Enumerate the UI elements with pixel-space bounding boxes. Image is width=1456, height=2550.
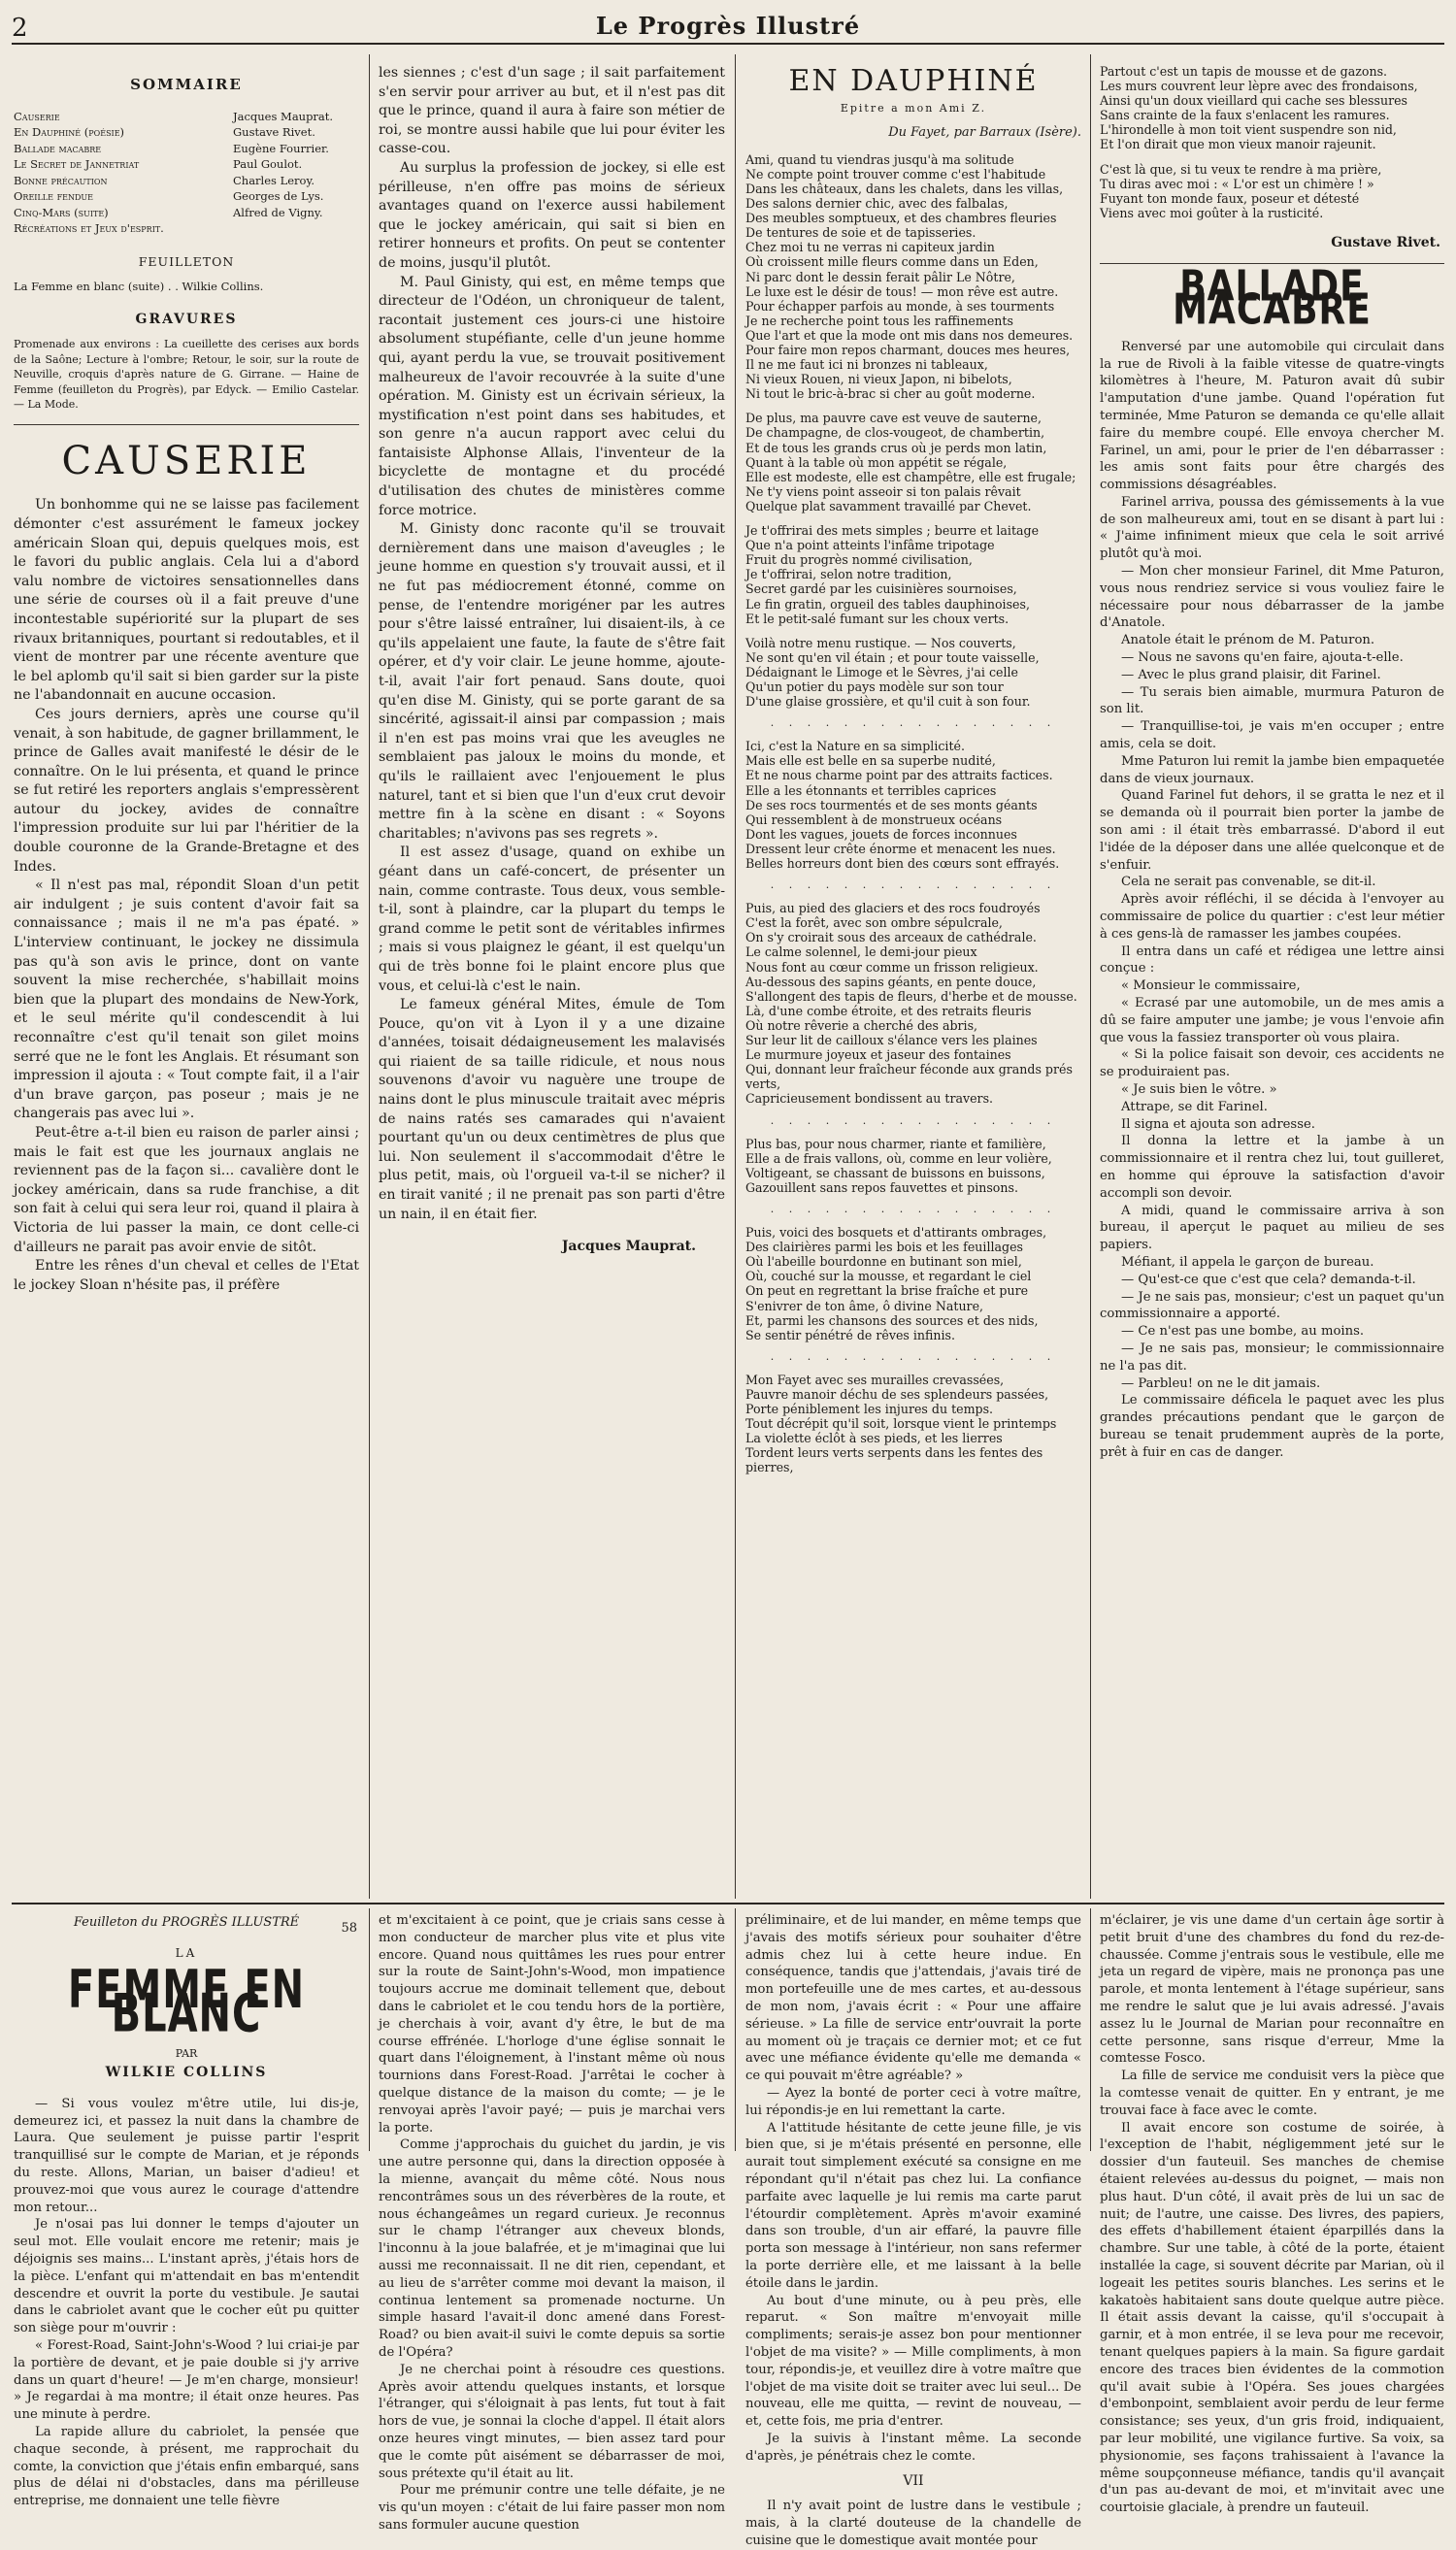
poem-stanza [1100, 64, 1444, 152]
stanza-separator: · · · · · · · · · · · · · · · · [770, 1116, 1057, 1130]
poem-line: Et de tous les grands crus où je perds mon latin, [745, 440, 1047, 455]
toc-item: Le Secret de Jannetriat Paul Goulot. [14, 157, 303, 172]
poem-line: Mon Fayet avec ses murailles crevassées, [745, 1372, 1005, 1387]
poem-line: Viens avec moi goûter à la rusticité. [1100, 205, 1324, 220]
feuilleton-par: PAR [175, 2047, 198, 2061]
poem-line: Il ne me faut ici ni bronzes ni tableaux, [745, 357, 988, 373]
poem-stanza [745, 411, 1081, 513]
poem-line: Où notre rêverie a cherché des abris, [745, 1017, 978, 1033]
toc-item: Causerie Jacques Mauprat. [14, 109, 334, 123]
paragraph: « Ecrasé par une automobile, un de mes amis a dû se faire amputer une jambe; je vous l'envoie afin que vous la fassiez transporter où vous plaira. [1100, 996, 1444, 1045]
paragraph: Farinel arriva, poussa des gémissements à la vue de son malheureux ami, tout en se disant à part lui : « J'aime infiniment mieux que cela le soit arrivé plutôt qu'à moi. [1100, 494, 1444, 562]
column-rule [735, 1908, 736, 2151]
paragraph: Peut-être a-t-il bien eu raison de parler ainsi ; mais le fait est que les journaux anglais ne reviennent pas de la façon si... cavalière dont le jockey américain, dans sa rude franchise, a dit son fait à celui qui sera leur roi, quand il plaira à Victoria de lui passer la main, ce dont celle-ci d'ailleurs ne parait pas avoir envie de sitôt. [14, 1124, 359, 1255]
poem-line: Sans crainte de la faux s'enlacent les ramures. [1100, 108, 1390, 123]
poem-line: Au-dessous des sapins géants, en pente douce, [745, 974, 1037, 989]
paragraph: Un bonhomme qui ne se laisse pas facilement démonter c'est assurément le fameux jockey américain Sloan qui, depuis quelques mois, est le favori du public anglais. Cela lui a d'abord valu nombre de victoires sensationnelles dans une série de courses où il a fait preuve d'une incontestable supériorité sur la plupart de ses rivaux britanniques, pourtant si redoutables, et il vient de montrer par une récente aventure que le bel aplomb qu'il sait si bien garder sur la piste ne l'abandonnait en aucune occasion. [14, 497, 359, 704]
poem-line: Fruit du progrès nommé civilisation, [745, 552, 973, 568]
poem-line: S'allongent des tapis de fleurs, d'herbe et de mousse. [745, 988, 1077, 1004]
poem-line: Voilà notre menu rustique. — Nos couverts, [745, 635, 1016, 650]
poem-line: Tu diras avec moi : « L'or est un chimère ! » [1100, 176, 1374, 191]
poem-dedication: Epitre a mon Ami Z. [840, 101, 987, 115]
poem-line: Capricieusement bondissent au travers. [745, 1091, 994, 1107]
poem-line: Le luxe est le désir de tous! — mon rêve est autre. [745, 283, 1059, 299]
poem-stanza [1100, 162, 1444, 220]
feuilleton-column-2 [379, 1912, 725, 2533]
poem-line: Ni parc dont le dessin ferait pâlir Le Nôtre, [745, 269, 1015, 284]
column-2 [379, 64, 725, 1899]
poem-line: Je t'offrirai, selon notre tradition, [745, 567, 952, 582]
paragraph: Au bout d'une minute, ou à peu près, elle reparut. « Son maître m'envoyait mille compliments; serais-je assez bon pour mentionner l'objet de ma visite? » — Mille compliments, à mon tour, répondis-je, et veuillez dire à votre maître que l'objet de ma visite doit se traiter avec lui seul... De nouveau, elle me quitta, — revint de nouveau, — et, cette fois, me pria d'entrer. [745, 2293, 1081, 2430]
poem-line: Où croissent mille fleurs comme dans un Eden, [745, 254, 1039, 270]
chapter-number: VII [903, 2472, 924, 2489]
toc-item: Ballade macabre Eugène Fourrier. [14, 141, 329, 155]
feuilleton-rule [12, 1903, 1444, 1904]
feuilleton-author: WILKIE COLLINS [105, 2064, 268, 2080]
poem-stanza [745, 523, 1081, 626]
column-rule [369, 1908, 370, 2151]
masthead: Le Progrès Illustré [595, 12, 861, 40]
poem-line: Et, parmi les chansons des sources et des nids, [745, 1312, 1039, 1328]
feuilleton-title: FEMME EN BLANC [67, 1960, 306, 2044]
poem-line: S'enivrer de ton âme, ô divine Nature, [745, 1298, 984, 1313]
poem-line: Sur leur lit de cailloux s'élance vers les plaines [745, 1033, 1038, 1048]
page-header [12, 10, 1444, 45]
poem-line: Ami, quand tu viendras jusqu'à ma solitude [745, 151, 1014, 167]
gravures-heading: GRAVURES [135, 311, 238, 327]
poem-line: Des meubles somptueux, et des chambres fleuries [745, 211, 1057, 226]
paragraph: A l'attitude hésitante de cette jeune fille, je vis bien que, si je m'étais présenté en personne, elle aurait tout simplement exécuté sa consigne en me répondant qu'il n'était pas chez lui. La confiance parfaite avec laquelle je lui remis ma carte parut l'étourdir complètement. Après m'avoir examiné dans son trouble, d'un air effaré, la pauvre fille porta son message à l'intérieur, non sans refermer la porte derrière elle, et me laissant à la belle étoile dans le jardin. [745, 2120, 1081, 2291]
paragraph: Il entra dans un café et rédigea une lettre ainsi conçue : [1100, 944, 1444, 977]
poem-line: Et l'on dirait que mon vieux manoir rajeunit. [1100, 137, 1376, 152]
paragraph: Comme j'approchais du guichet du jardin, je vis une autre personne qui, dans la direction opposée à la mienne, avançait du même côté. Nous nous rencontrâmes sous un des réverbères de la route, et nous échangeâmes un regard curieux. Je reconnus sur le champ l'étranger aux cheveux blonds, l'inconnu à la joue balafrée, et je m'imaginai que lui aussi me reconnaissait. Il ne dit rien, cependant, et au lieu de s'arrêter comme moi devant la maison, il continua lentement sa promenade nocturne. Un simple hasard l'avait-il donc amené dans Forest-Road? ou bien avait-il suivi le comte depuis sa sortie de l'Opéra? [379, 2137, 725, 2360]
paragraph: — Je ne sais pas, monsieur; le commissionnaire ne l'a pas dit. [1100, 1341, 1444, 1374]
toc-item: Oreille fendue Georges de Lys. [14, 189, 324, 204]
page-number: 2 [12, 14, 28, 43]
poem-line: Où, couché sur la mousse, et regardant le ciel [745, 1269, 1032, 1284]
feuilleton-column-3 [745, 1912, 1081, 2548]
paragraph: Entre les rênes d'un cheval et celles de l'Etat le jockey Sloan n'hésite pas, il préfère [14, 1258, 359, 1293]
poem-line: Ne compte point trouver comme c'est l'habitude [745, 166, 1046, 182]
poem-stanza [745, 1373, 1081, 1475]
poem-line: Je t'offrirai des mets simples ; beurre et laitage [745, 523, 1040, 539]
poem-place: Du Fayet, par Barraux (Isère). [888, 125, 1081, 141]
poem-line: Partout c'est un tapis de mousse et de gazons. [1100, 64, 1388, 79]
paragraph: Il donna la lettre et la jambe à un commissionnaire et il rentra chez lui, tout guilleret, en homme qui éprouve la satisfaction d'avoir accompli son devoir. [1100, 1134, 1444, 1201]
feuilleton-column-4 [1100, 1912, 1444, 2516]
paragraph: — Ayez la bonté de porter ceci à votre maître, lui répondis-je en lui remettant la carte. [745, 2085, 1081, 2118]
causerie-title: CAUSERIE [61, 438, 312, 483]
poem-line: Dressent leur crête énorme et menacent les nues. [745, 841, 1056, 856]
paragraph: M. Paul Ginisty, qui est, en même temps que directeur de l'Odéon, un chroniqueur de talent, racontait justement ces jours-ci une histoire absolument stupéfiante, celle d'un jeune homme qui, ayant perdu la vue, se trouvait positivement malheureux de l'avoir recouvrée à la suite d'une opération. M. Ginisty est un écrivain sérieux, la mystification n'est point dans ses habitudes, et son genre n'a aucun rapport avec celui du fantaisiste Alphonse Allais, l'inventeur de la bicyclette de montagne et du procédé d'utilisation des chutes de ministères comme force motrice. [379, 274, 725, 518]
poem-line: Je ne recherche point tous les raffinements [745, 313, 1013, 328]
paragraph: Attrape, se dit Farinel. [1121, 1099, 1268, 1114]
poem-line: On s'y croirait sous des arceaux de cathédrale. [745, 930, 1037, 945]
poem-line: Gazouillent sans repos fauvettes et pinsons. [745, 1179, 1018, 1195]
paragraph: « Il n'est pas mal, répondit Sloan d'un petit air indulgent ; je suis content d'avoir fait sa connaissance ; mais il ne m'a pas épaté. » L'interview continuant, le jockey ne dissimula pas qu'à son avis le prince, dont on vante souvent la mise recherchée, s'habillait moins bien que la plupart des mondains de New-York, et le seul mérite qu'il condescendit à lui reconnaître c'est qu'il tenait son gilet moins serré que ne le font les Anglais. Et résumant son impression il ajouta : « Tout compte fait, il a l'air d'un brave garçon, pas poseur ; mais je ne changerais pas avec lui ». [14, 878, 359, 1122]
paragraph: m'éclairer, je vis une dame d'un certain âge sortir à petit bruit d'une des chambres du fond du rez-de-chaussée. Comme j'entrais sous le vestibule, elle me jeta un regard de vipère, mais ne prononça pas une parole, et monta lentement à l'étage supérieur, sans me rendre le salut que je lui avais adressé. J'avais assez lu le Journal de Marian pour reconnaître en cette personne, sans risque d'erreur, Mme la comtesse Fosco. [1100, 1913, 1444, 2067]
stanza-separator: · · · · · · · · · · · · · · · · [770, 1352, 1057, 1366]
paragraph: Il signa et ajouta son adresse. [1121, 1116, 1315, 1132]
paragraph: Méfiant, il appela le garçon de bureau. [1121, 1254, 1374, 1270]
paragraph: Je ne cherchai point à résoudre ces questions. Après avoir attendu quelques instants, et lorsque l'étranger, qui s'éloignait à pas lents, fut tout à fait hors de vue, je sonnai la cloche d'appel. Il était alors onze heures vingt minutes, — bien assez tard pour que le comte pût aisément se débarrasser de moi, sous prétexte qu'il était au lit. [379, 2362, 725, 2481]
paragraph: Il n'y avait point de lustre dans le vestibule ; mais, à la clarté douteuse de la chandelle de cuisine que le domestique avait montée pour [745, 2499, 1081, 2548]
poem-line: Secret gardé par les cuisinières sournoises, [745, 581, 1017, 597]
stanza-separator: · · · · · · · · · · · · · · · · [770, 881, 1057, 895]
feuilleton-header [14, 1914, 359, 1936]
paragraph: — Nous ne savons qu'en faire, ajouta-t-elle. [1121, 650, 1404, 666]
poem-line: Et le petit-salé fumant sur les choux verts. [745, 611, 1009, 626]
paragraph: — Mon cher monsieur Farinel, dit Mme Paturon, vous nous rendriez service si vous vouliez faire le nécessaire pour nous débarrasser de la jambe d'Anatole. [1100, 564, 1444, 631]
poem-line: Les murs couvrent leur lèpre avec des frondaisons, [1100, 79, 1418, 94]
poem-stanza [745, 901, 1081, 1106]
paragraph: Le commissaire déficela le paquet avec les plus grandes précautions pendant que le garçon de bureau se tenait prudemment auprès de la porte, prêt à fuir en cas de danger. [1100, 1393, 1444, 1460]
poem-line: Plus bas, pour nous charmer, riante et familière, [745, 1136, 1046, 1151]
paragraph: — Si vous voulez m'être utile, lui dis-je, demeurez ici, et passez la nuit dans la chambre de Laura. Que seulement je puisse partir l'esprit tranquillisé sur le compte de Marian, et je réponds du reste. Allons, Marian, un baiser d'adieu! et prouvez-moi que vous aurez le courage d'attendre mon retour... [14, 2096, 359, 2215]
feuilleton-heading: FEUILLETON [138, 253, 235, 269]
paragraph: « Monsieur le commissaire, [1121, 978, 1301, 994]
paragraph: A midi, quand le commissaire arriva à son bureau, il aperçut le paquet au milieu de ses papiers. [1100, 1203, 1444, 1253]
poem-line: Tordent leurs verts serpents dans les fentes des pierres, [745, 1445, 1043, 1475]
poem-line: Quant à la table où mon appétit se régale, [745, 454, 1008, 470]
poem-body-continued [1100, 64, 1444, 220]
poem-line: Chez moi tu ne verras ni capiteux jardin [745, 240, 995, 255]
feuilleton-label: Feuilleton du PROGRÈS ILLUSTRÉ [73, 1915, 300, 1930]
poem-line: Elle a les étonnants et terribles caprices [745, 782, 997, 798]
poem-line: Pauvre manoir déchu de ses splendeurs passées, [745, 1387, 1049, 1402]
paragraph: Ces jours derniers, après une course qu'il venait, à son habitude, de gagner brillamment, le prince de Galles avait manifesté le désir de le connaître. On le lui présenta, et quand le prince se fut retiré les reporters anglais s'empressèrent autour du jockey, avides de connaître l'impression produite sur lui par l'héritier de la double couronne de la Grande-Bretagne et des Indes. [14, 706, 359, 875]
poem-line: Se sentir pénétré de rêves infinis. [745, 1327, 956, 1342]
paragraph: M. Ginisty donc raconte qu'il se trouvait dernièrement dans une maison d'aveugles ; le jeune homme en question s'y trouvait aussi, et il ne fut pas médiocrement étonné, comme on pense, de l'entendre morigéner par les autres pour s'être laissé entraîner, lui disaient-ils, à ce qu'ils appelaient une faute, la faute de s'être fait opérer, et d'y voir clair. Le jeune homme, ajoute-t-il, avait l'air fort penaud. Sans doute, quoi qu'en dise M. Ginisty, qui se porte garant de sa sincérité, agissait-il ainsi par compassion ; mais il n'en est pas moins vrai que les aveugles ne semblaient pas jaloux le moins du monde, et qu'ils le raillaient avec l'enjouement le plus naturel, tant et si bien que l'un d'eux crut devoir mettre fin à la scène en disant : « Soyons charitables; n'avivons pas ses regrets ». [379, 521, 725, 842]
poem-line: De champagne, de clos-vougeot, de chambertin, [745, 425, 1045, 441]
poem-stanza [745, 739, 1081, 871]
paragraph: — Ce n'est pas une bombe, au moins. [1121, 1324, 1365, 1340]
toc-item: Cinq-Mars (suite) Alfred de Vigny. [14, 205, 323, 219]
poem-line: C'est la forêt, avec son ombre sépulcrale, [745, 915, 1003, 931]
poem-line: Elle a de frais vallons, où, comme en leur volière, [745, 1150, 1052, 1166]
paragraph: Il avait encore son costume de soirée, à l'exception de l'habit, négligemment jeté sur le dossier d'un fauteuil. Ses manches de chemise étaient relevées au-dessus du poignet, — mais non plus haut. D'un côté, il avait près de lui un sac de nuit; de l'autre, une caisse. Des livres, des papiers, des effets d'habillement étaient éparpillés dans la chambre. Sur une table, à côté de la porte, étaient installée la cage, si souvent décrite par Marian, où il logeait les petites souris blanches. Les serins et le kakatoès habitaient sans doute quelque autre pièce. Il était assis devant la caisse, qu'il s'occupait à garnir, et à mon entrée, il se leva pour me recevoir, tenant quelques papiers à la main. Sa figure gardait encore des traces bien évidentes de la commotion qu'il avait subie à l'Opéra. Ses joues chargées d'embonpoint, semblaient avoir perdu de leur ferme consistance; ses yeux, d'un gris froid, indiquaient, par leur mobilité, une vigilance furtive. Sa voix, sa physionomie, ses façons trahissaient à l'avance la même soupçonneuse méfiance, tandis qu'il avançait d'un pas au-devant de moi, et m'invitait avec une courtoisie glaciale, à prendre un fauteuil. [1100, 2120, 1444, 2516]
poem-line: Dont les vagues, jouets de forces inconnues [745, 826, 1017, 842]
poem-line: Là, d'une combe étroite, et des retraits fleuris [745, 1003, 1032, 1018]
paragraph: Pour me prémunir contre une telle défaite, je ne vis qu'un moyen : c'était de lui faire passer mon nom sans formuler aucune question [379, 2483, 725, 2533]
feuilleton-toc-item: La Femme en blanc (suite) . . Wilkie Collins. [14, 280, 264, 294]
poem-line: Ne sont qu'en vil étain ; et pour toute vaisselle, [745, 649, 1040, 665]
divider [14, 424, 359, 425]
sommaire-list [14, 109, 359, 237]
poem-body [745, 152, 1081, 1475]
paragraph: — Tu serais bien aimable, murmura Paturon de son lit. [1100, 684, 1444, 717]
poem-line: Et ne nous charme point par des attraits factices. [745, 768, 1053, 783]
sommaire-title: SOMMAIRE [130, 76, 243, 93]
ballade-title: BALLADE MACABRE [1173, 262, 1372, 334]
poem-line: On peut en regrettant la brise fraîche et pure [745, 1283, 1029, 1299]
paragraph: Je n'osai pas lui donner le temps d'ajouter un seul mot. Elle voulait encore me retenir; mais je déjoignis ses mains... L'instant après, j'étais hors de la pièce. L'enfant qui m'attendait en bas m'entendit descendre et ouvrit la porte du vestibule. Je sautai dans le cabriolet avant que le cocher eût pu quitter son siège pour m'ouvrir : [14, 2217, 359, 2336]
poem-line: Ni vieux Rouen, ni vieux Japon, ni bibelots, [745, 372, 1012, 387]
poem-line: De plus, ma pauvre cave est veuve de sauterne, [745, 411, 1042, 426]
poem-line: Puis, voici des bosquets et d'attirants ombrages, [745, 1225, 1047, 1241]
toc-item: Bonne précaution Charles Leroy. [14, 173, 315, 187]
paragraph: — Tranquillise-toi, je vais m'en occuper ; entre amis, cela se doit. [1100, 719, 1444, 752]
column-3 [745, 64, 1081, 1899]
poem-line: Qui ressemblent à de monstrueux océans [745, 811, 1003, 827]
poem-stanza [745, 636, 1081, 709]
paragraph: — Qu'est-ce que c'est que cela? demanda-t-il. [1121, 1272, 1416, 1287]
paragraph: Anatole était le prénom de M. Paturon. [1121, 633, 1375, 648]
feuilleton-number: 58 [341, 1921, 357, 1936]
feuilleton-column-1 [14, 1908, 359, 2509]
poem-line: Fuyant ton monde faux, poseur et détesté [1100, 190, 1360, 206]
paragraph: Le fameux général Mites, émule de Tom Pouce, qu'on vit à Lyon il y a une dizaine d'années, toisait dédaigneusement les malavisés qui riaient de sa taille ridicule, et nous nous souvenons d'avoir vu naguère une troupe de nains dont le plus minuscule traitait avec mépris de nains ratés ses camarades qui n'avaient pourtant qu'un ou deux centimètres de plus que lui. Non seulement il s'accommodait d'être le plus petit, mais, où l'orgueil va-t-il se nicher? il en tirait vanité ; il ne prenait pas son parti d'être un nain, il en était fier. [379, 997, 725, 1222]
poem-line: D'une glaise grossière, et qu'il cuit à son four. [745, 694, 1031, 710]
column-rule [1090, 54, 1091, 1899]
ballade-body [1100, 339, 1444, 1462]
poem-line: Dans les châteaux, dans les chalets, dans les villas, [745, 181, 1064, 196]
paragraph: — Parbleu! on ne le dit jamais. [1121, 1375, 1321, 1391]
poem-stanza [745, 152, 1081, 402]
poem-title: EN DAUPHINÉ [788, 64, 1039, 98]
paragraph: Il est assez d'usage, quand on exhibe un géant dans un café-concert, de présenter un nain, comme contraste. Tous deux, vous semble-t-il, sont à plaindre, car la plupart du temps le grand comme le petit sont de véritables infirmes ; mais si vous plaignez le géant, il est quelqu'un qui de très bonne foi le plaint encore plus que vous, et celui-là c'est le nain. [379, 844, 725, 994]
paragraph: « Je suis bien le vôtre. » [1121, 1081, 1277, 1097]
poem-line: De ses rocs tourmentés et de ses monts géants [745, 797, 1038, 812]
toc-item: En Dauphiné (poésie) Gustave Rivet. [14, 125, 315, 140]
poem-line: Porte péniblement les injures du temps. [745, 1402, 994, 1417]
column-rule [369, 54, 370, 1899]
poem-line: C'est là que, si tu veux te rendre à ma prière, [1100, 161, 1382, 177]
poem-line: Ici, c'est la Nature en sa simplicité. [745, 739, 965, 754]
column-4 [1100, 64, 1444, 1899]
paragraph: Mme Paturon lui remit la jambe bien empaquetée dans de vieux journaux. [1100, 753, 1444, 786]
poem-line: Où l'abeille bourdonne en butinant son miel, [745, 1254, 1022, 1270]
toc-recreations: Récréations et Jeux d'esprit. [14, 221, 164, 236]
paragraph: — Je ne sais pas, monsieur; c'est un paquet qu'un commissionnaire a apporté. [1100, 1289, 1444, 1322]
poem-line: Pour échapper parfois au monde, à ses tourments [745, 298, 1055, 314]
paragraph: Après avoir réfléchi, il se décida à l'envoyer au commissaire de police du quartier : c'est leur métier à ces gens-là de ramasser les jambes coupées. [1100, 892, 1444, 942]
column-rule [1090, 1908, 1091, 2151]
poem-stanza [745, 1137, 1081, 1195]
feuilleton-article: LA [175, 1945, 198, 1960]
causerie-signature: Jacques Mauprat. [561, 1239, 696, 1255]
paragraph: Je la suivis à l'instant même. La seconde d'après, je pénétrais chez le comte. [745, 2431, 1081, 2464]
poem-line: De tentures de soie et de tapisseries. [745, 225, 976, 241]
poem-line: Voltigeant, se chassant de buissons en buissons, [745, 1165, 1045, 1180]
poem-line: Qui, donnant leur fraîcheur féconde aux grands prés verts, [745, 1062, 1073, 1092]
column-rule [735, 54, 736, 1899]
paragraph: « Si la police faisait son devoir, ces accidents ne se produiraient pas. [1100, 1047, 1444, 1080]
poem-line: Puis, au pied des glaciers et des rocs foudroyés [745, 901, 1041, 916]
poem-line: Tout décrépit qu'il soit, lorsque vient le printemps [745, 1416, 1057, 1432]
paragraph: Cela ne serait pas convenable, se dit-il. [1121, 875, 1376, 890]
poem-line: Pour faire mon repos charmant, douces mes heures, [745, 343, 1071, 357]
paragraph: préliminaire, et de lui mander, en même temps que j'avais des motifs sérieux pour souhaiter d'être admis chez lui à cette heure indue. En conséquence, tandis que j'attendais, j'avais tiré de mon portefeuille une de mes cartes, et au-dessous de mon nom, j'avais écrit : « Pour une affaire sérieuse. » La fille de service entr'ouvrait la porte au moment où je traçais ce dernier mot; et ce fut avec une méfiance évidente qu'elle me demanda « ce qui pouvait m'être agréable? » [745, 1913, 1081, 2084]
paragraph: « Forest-Road, Saint-John's-Wood ? lui criai-je par la portière de devant, et je paie double si j'y arrive dans un quart d'heure! — Je m'en charge, monsieur! » Je regardai à ma montre; il était onze heures. Pas une minute à perdre. [14, 2337, 359, 2423]
paragraph: Au surplus la profession de jockey, si elle est périlleuse, n'en offre pas moins de sérieux avantages quand on l'exerce aussi habilement que le jockey américain, qui sait si bien en retirer honneurs et profits. On peut se contenter de moins, jusqu'il plutôt. [379, 159, 725, 271]
poem-line: Le murmure joyeux et jaseur des fontaines [745, 1047, 1011, 1063]
poem-line: L'hirondelle à mon toit vient suspendre son nid, [1100, 122, 1397, 138]
poem-line: Quelque plat savamment travaillé par Chevet. [745, 498, 1032, 513]
paragraph: La fille de service me conduisit vers la pièce que la comtesse venait de quitter. En y entrant, je me trouvai face à face avec le comte. [1100, 2069, 1444, 2118]
paragraph: Renversé par une automobile qui circulait dans la rue de Rivoli à la faible vitesse de quatre-vingts kilomètres à l'heure, M. Paturon avait dû subir l'amputation d'une jambe. Quand l'opération fut terminée, Mme Paturon se demanda ce qu'elle allait faire du membre coupé. Elle envoya chercher M. Farinel, un ami, pour le prier de l'en débarrasser : les amis sont faits pour être chargés des commissions désagréables. [1100, 339, 1444, 493]
paragraph: Quand Farinel fut dehors, il se gratta le nez et il se demanda où il pourrait bien porter la jambe de son ami : il était très embarrassé. D'abord il eut l'idée de la déposer dans une allée quelconque et de s'enfuir. [1100, 788, 1444, 873]
paragraph: La rapide allure du cabriolet, la pensée que chaque seconde, à présent, me rapprochait du comte, la conviction que j'étais enfin embarqué, sans plus de délai ni d'obstacles, dans ma périlleuse entreprise, me donnaient une telle fièvre [14, 2424, 359, 2509]
poem-line: Nous font au cœur comme un frisson religieux. [745, 959, 1039, 975]
paragraph: — Avec le plus grand plaisir, dit Farinel. [1121, 667, 1381, 682]
stanza-separator: · · · · · · · · · · · · · · · · [770, 1205, 1057, 1218]
poem-line: Dédaignant le Limoge et le Sèvres, j'ai celle [745, 664, 1018, 679]
paragraph: les siennes ; c'est d'un sage ; il sait parfaitement s'en servir pour arriver au but, et il n'est pas dit que le prince, quand il aura à faire son métier de roi, se montre aussi habile que lui pour éviter les casse-cou. [379, 65, 725, 157]
poem-line: Des salons dernier chic, avec des falbalas, [745, 196, 1009, 212]
poem-line: Ni tout le bric-à-brac si cher au goût moderne. [745, 386, 1036, 402]
gravures-text: Promenade aux environs : La cueillette des cerises aux bords de la Saône; Lecture à l'ombre; Retour, le soir, sur la route de Neuville, croquis d'après nature de G. Girrane. — Haine de Femme (feuilleton du Progrès), par Edyck. — Emilio Castelar. — La Mode. [14, 338, 359, 412]
stanza-separator: · · · · · · · · · · · · · · · · [770, 719, 1057, 733]
poem-line: Ainsi qu'un doux vieillard qui cache ses blessures [1100, 93, 1408, 109]
poem-line: Le calme solennel, le demi-jour pieux [745, 944, 977, 960]
paragraph: et m'excitaient à ce point, que je criais sans cesse à mon conducteur de marcher plus vite et plus vite encore. Quand nous quittâmes les rues pour entrer sur la route de Saint-John's-Wood, mon impatience toujours accrue me dominait tellement que, debout dans le cabriolet et le cou tendu hors de la portière, je cherchais à voir, avant d'y être, le but de ma course effrénée. L'horloge d'une église sonnait le quart dans l'éloignement, à l'instant même où nous tournions dans Forest-Road. J'arrêtai le cocher à quelque distance de la maison du comte; — je le renvoyai après l'avoir payé; — puis je marchai vers la porte. [379, 1913, 725, 2136]
poem-line: La violette éclôt à ses pieds, et les lierres [745, 1431, 1003, 1446]
poem-line: Le fin gratin, orgueil des tables dauphinoises, [745, 596, 1030, 612]
poem-line: Ne t'y viens point asseoir si ton palais rêvait [745, 483, 1021, 499]
poem-line: Qu'un potier du pays modèle sur son tour [745, 679, 1004, 694]
poem-line: Des clairières parmi les bois et les feuillages [745, 1240, 1023, 1255]
poem-stanza [745, 1225, 1081, 1342]
poem-line: Que l'art et que la mode ont mis dans nos demeures. [745, 327, 1074, 343]
poem-line: Elle est modeste, elle est champêtre, elle est frugale; [745, 469, 1076, 484]
poem-line: Mais elle est belle en sa superbe nudité, [745, 753, 996, 769]
poem-line: Que n'a point atteints l'infâme tripotage [745, 538, 995, 553]
poem-line: Belles horreurs dont bien des cœurs sont effrayés. [745, 856, 1060, 871]
poem-signature: Gustave Rivet. [1331, 234, 1440, 250]
column-1 [14, 54, 359, 1899]
